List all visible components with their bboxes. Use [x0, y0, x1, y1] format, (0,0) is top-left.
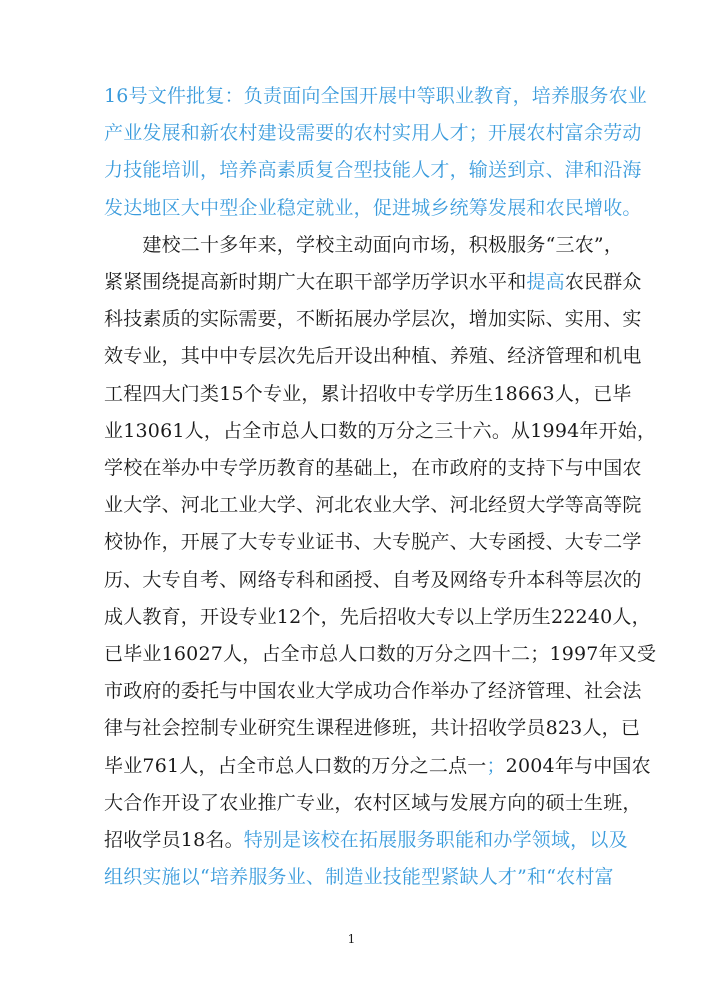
- text-segment: 农民群众: [564, 271, 642, 293]
- text-line: [104, 119, 644, 147]
- text-line: [104, 342, 644, 370]
- text-segment: 业大学、河北工业大学、河北农业大学、河北经贸大学等高等院: [104, 494, 642, 517]
- text-line: [104, 156, 644, 184]
- text-segment: 市政府的委托与中国农业大学成功合作举办了经济管理、社会法: [104, 680, 642, 703]
- text-line: [104, 677, 644, 705]
- text-segment: 已毕业16027人，占全市总人口数的万分之四十二；1997年又受: [104, 643, 657, 665]
- text-segment: 历、大专自考、网络专科和函授、自考及网络专升本科等层次的: [104, 568, 642, 591]
- text-line: [104, 305, 644, 333]
- text-line: [104, 826, 644, 854]
- text-line: [104, 789, 644, 817]
- text-line: [104, 194, 644, 222]
- text-segment: 工程四大门类15个专业，累计招收中专学历生18663人，已毕: [104, 382, 632, 405]
- text-line: [104, 863, 644, 891]
- text-segment: 效专业，其中中专层次先后开设出种植、养殖、经济管理和机电: [104, 345, 642, 368]
- text-line: [104, 491, 644, 519]
- text-segment: 律与社会控制专业研究生课程进修班，共计招收学员823人，已: [104, 717, 641, 740]
- text-line: [104, 640, 657, 668]
- text-segment: 大合作开设了农业推广专业，农村区域与发展方向的硕士生班，: [104, 791, 642, 814]
- text-line: [104, 714, 644, 742]
- text-segment: 学校在举办中专学历教育的基础上，在市政府的支持下与中国农: [104, 457, 642, 479]
- text-line: [104, 82, 647, 110]
- highlighted-text-segment: 组织实施以“培养服务业、制造业技能型紧缺人才”和“农村富: [104, 866, 614, 889]
- highlighted-text-segment: 发达地区大中型企业稳定就业，促进城乡统筹发展和农民增收。: [104, 196, 642, 219]
- text-line: [104, 454, 644, 482]
- text-segment: 科技素质的实际需要，不断拓展办学层次，增加实际、实用、实: [104, 308, 642, 331]
- text-line: [104, 417, 657, 445]
- text-line: [104, 268, 644, 296]
- page-number: 1: [347, 932, 356, 946]
- text-line: [104, 752, 651, 780]
- highlighted-text-segment: 力技能培训，培养高素质复合型技能人才，输送到京、津和沿海: [104, 159, 642, 182]
- text-line: [104, 231, 644, 259]
- text-line: [104, 380, 644, 408]
- text-segment: 2004年与中国农: [505, 754, 651, 777]
- text-segment: 紧紧围绕提高新时期广大在职干部学历学识水平和: [104, 271, 527, 293]
- text-segment: 毕业761人，占全市总人口数的万分之二点一: [104, 754, 487, 777]
- text-segment: 校协作，开展了大专专业证书、大专脱产、大专函授、大专二学: [104, 531, 642, 554]
- highlighted-text-segment: ；: [486, 754, 506, 777]
- highlighted-text-segment: 提高: [526, 271, 565, 293]
- highlighted-text-segment: 产业发展和新农村建设需要的农村实用人才；开展农村富余劳动: [104, 122, 642, 145]
- text-segment: 成人教育，开设专业12个，先后招收大专以上学历生22240人，: [104, 605, 651, 628]
- text-segment: 建校二十多年来，学校主动面向市场，积极服务“三农”，: [104, 233, 624, 256]
- highlighted-text-segment: 16号文件批复：负责面向全国开展中等职业教育，培养服务农业: [104, 85, 647, 107]
- text-line: [104, 603, 651, 631]
- text-segment: 业13061人，占全市总人口数的万分之三十六。从1994年开始，: [104, 419, 657, 442]
- highlighted-text-segment: 特别是该校在拓展服务职能和办学领域，以及: [243, 829, 628, 851]
- text-line: [104, 566, 644, 594]
- text-segment: 招收学员18名。: [104, 829, 244, 851]
- text-line: [104, 528, 644, 556]
